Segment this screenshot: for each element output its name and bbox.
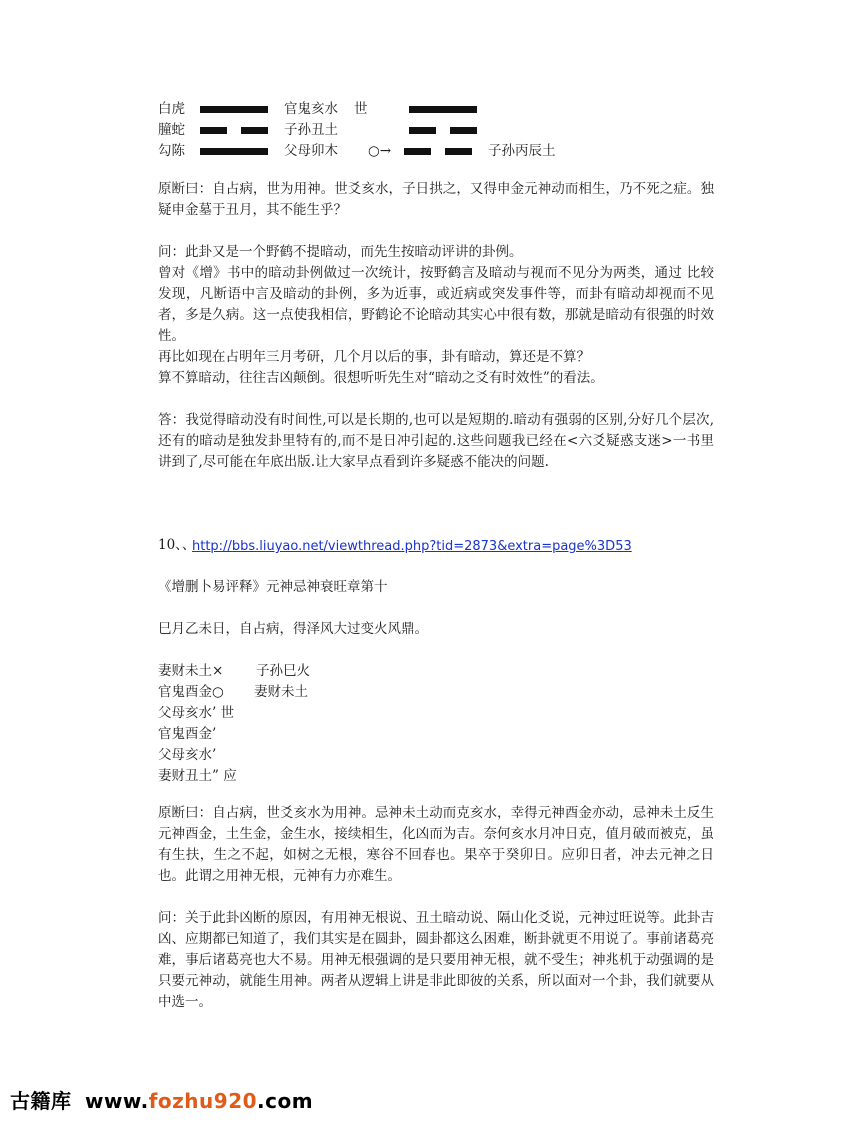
hex2-line <box>158 661 714 682</box>
spirit-label: 朣蛇 <box>158 122 185 138</box>
hex1-row <box>158 99 714 120</box>
paragraph: 问：关于此卦凶断的原因，有用神无根说、丑土暗动说、隔山化爻说，元神过旺说等。此卦吉凶、应期都已知道了，我们其实是在圆卦，圆卦都这么困难，断卦就更不用说了。事前诸葛亮难，事后诸葛亮也大不易。用神无根强调的是只要用神无根，就不受生；神兆机于动强调的是只要元神动，就能生用神。两者从逻辑上讲是非此即彼的关系，所以面对一个卦，我们就要从中选一。 <box>158 910 714 1010</box>
yin-line <box>200 127 268 134</box>
section-heading <box>158 535 714 556</box>
yang-line <box>409 106 477 113</box>
paragraph: 算不算暗动，往往吉凶颠倒。很想听听先生对“暗动之爻有时效性”的看法。 <box>158 370 604 386</box>
paragraph: 原断曰：自占病，世爻亥水为用神。忌神未土动而克亥水，幸得元神酉金亦动，忌神未土反生元神酉金，土生金，金生水，接续相生，化凶而为吉。奈何亥水月冲日克，值月破而被克，虽有生扶，生之不起，如树之无根，寒谷不回春也。果卒于癸卯日。应卯日者，冲去元神之日也。此谓之用神无根，元神有力亦难生。 <box>158 805 714 884</box>
brand-name: 古籍库 <box>10 1089 72 1113</box>
site-url <box>85 1089 313 1113</box>
line-text: 父母亥水’ <box>158 747 217 763</box>
hex2-line <box>158 766 714 787</box>
yang-line <box>200 106 268 113</box>
url-prefix: www. <box>84 1089 149 1113</box>
changed-line-text: 妻财未土 <box>254 684 308 700</box>
footer-watermark <box>10 1085 313 1114</box>
line-text: 子孙丑土 <box>284 122 338 138</box>
paragraph: 答：我觉得暗动没有时间性,可以是长期的,也可以是短期的.暗动有强弱的区别,分好几个层次,还有的暗动是独发卦里特有的,而不是日冲引起的.这些问题我已经在<六爻疑惑支迷>一书里讲到了,尽可能在年底出版.让大家早点看到许多疑惑不能决的问题. <box>158 412 714 470</box>
hex2-line <box>158 745 714 766</box>
hex1-row <box>158 141 714 162</box>
moving-mark: ○→ <box>368 143 392 159</box>
yin-line <box>404 148 472 155</box>
line-text: 妻财未土× <box>158 663 224 679</box>
changed-line-text: 子孙丙辰土 <box>488 143 556 159</box>
yin-line <box>409 127 477 134</box>
hex2-line <box>158 724 714 745</box>
spirit-label: 白虎 <box>158 101 185 117</box>
spirit-label: 勾陈 <box>158 143 185 159</box>
changed-line-text: 子孙巳火 <box>256 663 310 679</box>
url-accent: fozhu920 <box>148 1089 258 1113</box>
shi-mark: 世 <box>354 101 368 117</box>
url-suffix: .com <box>257 1089 314 1113</box>
line-text: 官鬼亥水 <box>284 101 338 117</box>
line-text: 妻财丑土” 应 <box>158 768 237 784</box>
hex1-row <box>158 120 714 141</box>
line-text: 父母亥水’ 世 <box>158 705 235 721</box>
paragraph: 再比如现在占明年三月考研，几个月以后的事，卦有暗动，算还是不算？ <box>158 349 590 365</box>
line-text: 父母卯木 <box>284 143 338 159</box>
paragraph: 曾对《增》书中的暗动卦例做过一次统计，按野鹤言及暗动与视而不见分为两类，通过 比较发现，凡断语中言及暗动的卦例，多为近事，或近病或突发事件等，而卦有暗动却视而不见者，多是久病。这一点使我相信，野鹤论不论暗动其实心中很有数，那就是暗动有很强的时效性。 <box>158 265 714 344</box>
hex2-line <box>158 703 714 724</box>
case-line: 巳月乙未日，自占病，得泽风大过变火风鼎。 <box>158 621 428 637</box>
line-text: 官鬼酉金○ <box>158 684 224 700</box>
hex2-line <box>158 682 714 703</box>
chapter-title: 《增删卜易评释》元神忌神衰旺章第十 <box>158 579 388 595</box>
thread-link[interactable]: http://bbs.liuyao.net/viewthread.php?tid=2873&extra=page%3D53 <box>192 539 632 554</box>
line-text: 官鬼酉金’ <box>158 726 217 742</box>
paragraph: 原断曰：自占病，世为用神。世爻亥水，子日拱之，又得申金元神动而相生，乃不死之症。独疑申金墓于丑月，其不能生乎？ <box>158 181 714 218</box>
section-number: 10、、 <box>158 537 196 553</box>
yang-line <box>200 148 268 155</box>
paragraph: 问：此卦又是一个野鹤不提暗动，而先生按暗动评讲的卦例。 <box>158 244 523 260</box>
